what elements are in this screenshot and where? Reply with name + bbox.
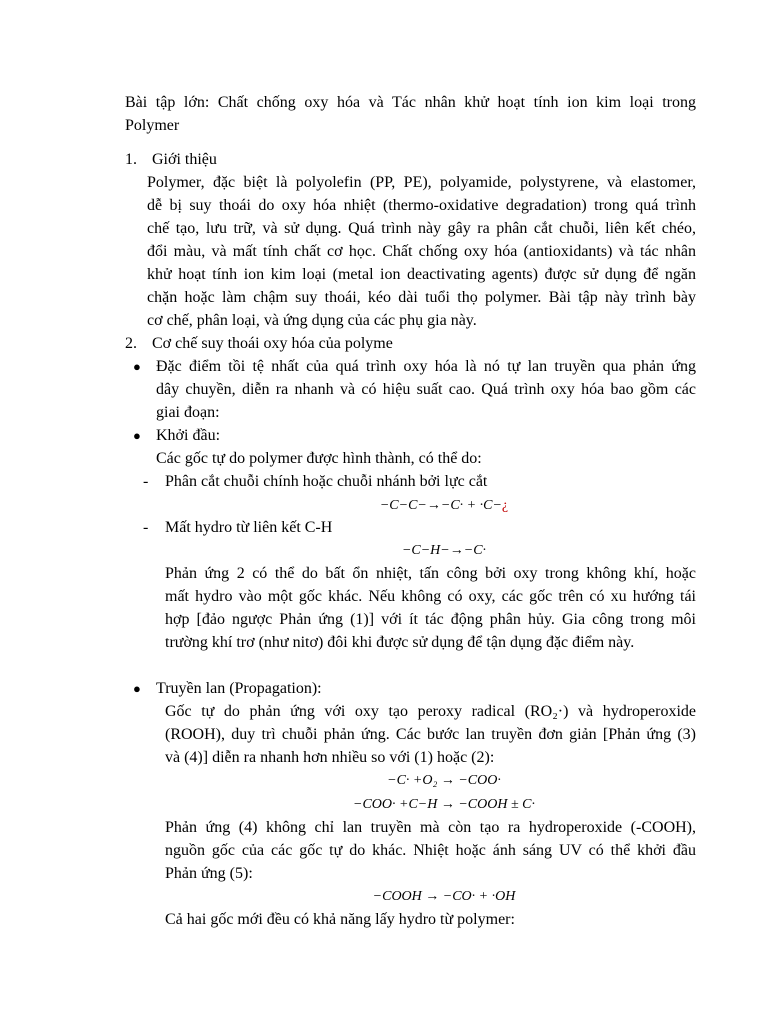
document-title-line-2: Polymer [125,117,180,134]
section-1-number: 1. [125,151,137,168]
final-line: Cả hai gốc mới đều có khả năng lấy hydro từ polymer: [165,911,515,928]
bullet-1-line: giai đoạn: [156,404,220,421]
section-1-paragraph-line: dễ bị suy thoái do oxy hóa nhiệt (thermo-oxidative degradation) trong quá trình [147,197,696,214]
equation-2: −C−H−→−C· [401,543,487,558]
section-1-paragraph-line: Polymer, đặc biệt là polyolefin (PP, PE), polyamide, polystyrene, và elastomer, [147,174,696,191]
bullet-1-line: Đặc điểm tồi tệ nhất của quá trình oxy hóa là nó tự lan truyền qua phản ứng [156,358,696,375]
propagation-paragraph-2-line: Phản ứng (4) không chỉ lan truyền mà còn tạo ra hydroperoxide (-COOH), [165,819,696,836]
bullet-icon: ● [133,681,141,696]
section-2-heading-row [0,332,768,355]
section-2-heading: Cơ chế suy thoái oxy hóa của polyme [152,335,393,352]
dash-item-2-text: Mất hydro từ liên kết C-H [165,519,333,536]
dash-item-1-text: Phân cắt chuỗi chính hoặc chuỗi nhánh bởi lực cắt [165,473,488,490]
document-title-line-1: Bài tập lớn: Chất chống oxy hóa và Tác nhân khử hoạt tính ion kim loại trong [125,94,696,111]
section-1-paragraph-line: chế tạo, lưu trữ, và sử dụng. Quá trình này gây ra phân cắt chuỗi, liên kết chéo, [147,220,696,237]
equation-5: −COOH → −CO· + ·OH [372,889,516,904]
propagation-paragraph-line: (ROOH), duy trì chuỗi phản ứng. Các bước lan truyền đơn giản [Phản ứng (3) [165,726,696,743]
initiation-paragraph-line: trường khí trơ (như nitơ) đôi khi được sử dụng để tận dụng đặc điểm này. [165,634,635,651]
bullet-icon: ● [133,359,141,374]
section-1-paragraph-line: khử hoạt tính ion kim loại (metal ion deactivating agents) được sử dụng để ngăn [147,266,696,283]
dash-item-1-row [0,470,768,493]
bullet-2-heading: Khởi đầu: [156,427,221,444]
section-1-paragraph-line: đổi màu, và mất tính chất cơ học. Chất chống oxy hóa (antioxidants) và tác nhân [147,243,696,260]
equation-1-text: −C−C−→−C· + ·C− [379,498,502,513]
propagation-paragraph-2-line: nguồn gốc của các gốc tự do khác. Nhiệt hoặc ánh sáng UV có thể khởi đầu [165,842,696,859]
initiation-paragraph-line: Phản ứng 2 có thể do bất ổn nhiệt, tấn công bởi oxy trong không khí, hoặc [165,565,696,582]
bullet-2-intro: Các gốc tự do polymer được hình thành, có thể do: [156,450,482,467]
dash-marker: - [143,473,149,490]
propagation-paragraph-line: Gốc tự do phản ứng với oxy tạo peroxy radical (RO₂·) và hydroperoxide [165,703,696,720]
bullet-3-heading: Truyền lan (Propagation): [156,680,322,697]
section-1-paragraph-line: cơ chế, phân loại, và ứng dụng của các phụ gia này. [147,312,477,329]
equation-1-glyph: ¿ [501,498,509,513]
propagation-paragraph-line: và (4)] diễn ra nhanh hơn nhiều so với (1) hoặc (2): [165,749,495,766]
initiation-paragraph-line: hợp [đảo ngược Phản ứng (1)] với ít tác động phân hủy. Gia công trong môi [165,611,696,628]
equation-4: −COO· +C−H → −COOH ± C· [353,797,535,812]
dash-item-2-row [0,516,768,539]
bullet-1-line: dây chuyền, diễn ra nhanh và có hiệu suất cao. Quá trình oxy hóa bao gồm các [156,381,696,398]
section-1-heading: Giới thiệu [152,151,217,168]
section-1-paragraph-line: chặn hoặc làm chậm suy thoái, kéo dài tuổi thọ polymer. Bài tập này trình bày [147,289,696,306]
propagation-paragraph-2-line: Phản ứng (5): [165,865,253,882]
equation-3: −C· +O₂ → −COO· [387,773,501,788]
section-1-heading-row [0,148,768,171]
section-2-number: 2. [125,335,137,352]
bullet-icon: ● [133,428,141,443]
initiation-paragraph-line: mất hydro vào một gốc khác. Nếu không có oxy, các gốc trên có xu hướng tái [165,588,696,605]
equation-1 [60,494,768,517]
dash-marker: - [143,519,149,536]
